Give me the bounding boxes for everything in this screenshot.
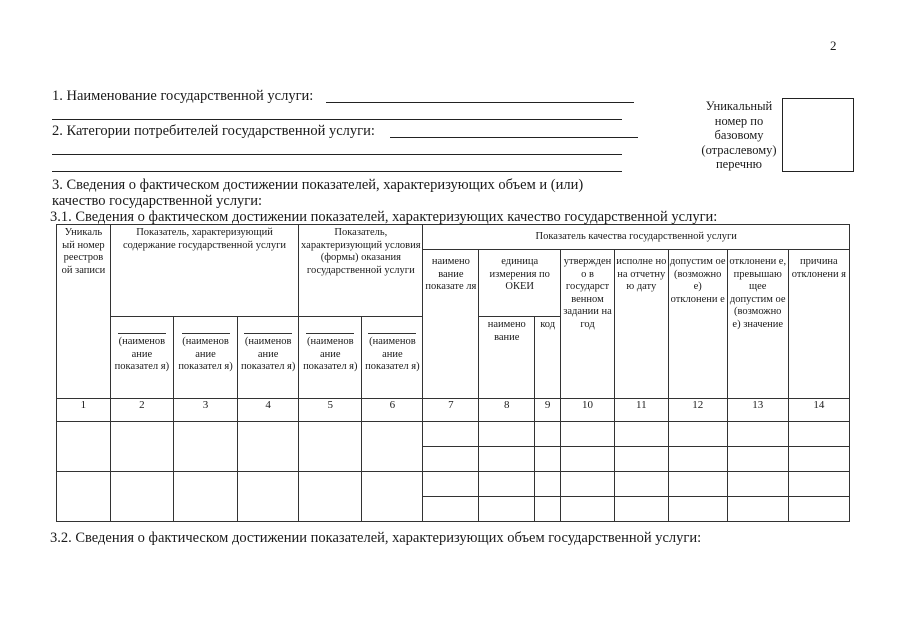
subheader-indicator-name: (наименов ание показател я) (362, 317, 423, 399)
header-content-indicator: Показатель, характеризующий содержание государственной услуги (110, 225, 298, 317)
subheader-indicator-name: (наименов ание показател я) (110, 317, 173, 399)
section-3-1-heading: 3.1. Сведения о фактическом достижении показателей, характеризующих качество государственной услуги: (50, 209, 718, 225)
service-name-field-line (326, 102, 634, 103)
header-allowed-deviation: допустим ое (возможно е) отклонени е (668, 250, 727, 399)
consumer-category-line-3 (52, 171, 622, 172)
column-number: 11 (614, 399, 668, 422)
header-unit: единица измерения по ОКЕИ (479, 250, 561, 317)
header-quality-indicator: Показатель качества государственной услуги (423, 225, 850, 250)
consumer-category-line-2 (52, 154, 622, 155)
subheader-indicator-name: (наименов ание показател я) (299, 317, 362, 399)
header-quality-name: наимено вание показате ля (423, 250, 479, 399)
subheader-indicator-name: (наименов ание показател я) (173, 317, 237, 399)
service-name-label: 1. Наименование государственной услуги: (52, 88, 314, 104)
column-number: 14 (788, 399, 849, 422)
column-numbers-row (57, 399, 850, 422)
service-name-line-2 (52, 119, 622, 120)
column-number: 8 (479, 399, 535, 422)
consumer-category-field-line (390, 137, 638, 138)
header-approved: утвержден о в государст венном задании на год (561, 250, 615, 399)
header-exceeding-deviation: отклонени е, превышаю щее допустим ое (возможно е) значение (727, 250, 788, 399)
column-number: 7 (423, 399, 479, 422)
consumer-category-label: 2. Категории потребителей государственной услуги: (52, 123, 375, 139)
quality-indicators-table (56, 224, 850, 522)
column-number: 4 (238, 399, 299, 422)
column-number: 1 (57, 399, 111, 422)
table-row (57, 472, 850, 497)
column-number: 10 (561, 399, 615, 422)
header-conditions-indicator: Показатель, характеризующий условия (формы) оказания государственной услуги (299, 225, 423, 317)
column-number: 12 (668, 399, 727, 422)
table-row (57, 422, 850, 447)
page-number: 2 (830, 38, 837, 53)
column-number: 6 (362, 399, 423, 422)
section-3-heading-cont: качество государственной услуги: (52, 193, 263, 209)
column-number: 5 (299, 399, 362, 422)
unique-number-label: Уникальный номер по базовому (отраслевому) перечню (701, 99, 777, 171)
unique-number-box[interactable] (782, 98, 854, 172)
column-number: 2 (110, 399, 173, 422)
column-number: 9 (535, 399, 561, 422)
header-deviation-reason: причина отклонени я (788, 250, 849, 399)
column-number: 3 (173, 399, 237, 422)
header-executed: исполне но на отчетну ю дату (614, 250, 668, 399)
section-3-2-heading: 3.2. Сведения о фактическом достижении показателей, характеризующих объем государственной услуги: (50, 530, 702, 546)
header-unique-record: Уникаль ый номер реестров ой записи (57, 225, 111, 399)
subheader-unit-name: наимено вание (479, 317, 535, 399)
subheader-unit-code: код (535, 317, 561, 399)
column-number: 13 (727, 399, 788, 422)
section-3-heading: 3. Сведения о фактическом достижении показателей, характеризующих объем и (или) (52, 177, 584, 193)
subheader-indicator-name: (наименов ание показател я) (238, 317, 299, 399)
